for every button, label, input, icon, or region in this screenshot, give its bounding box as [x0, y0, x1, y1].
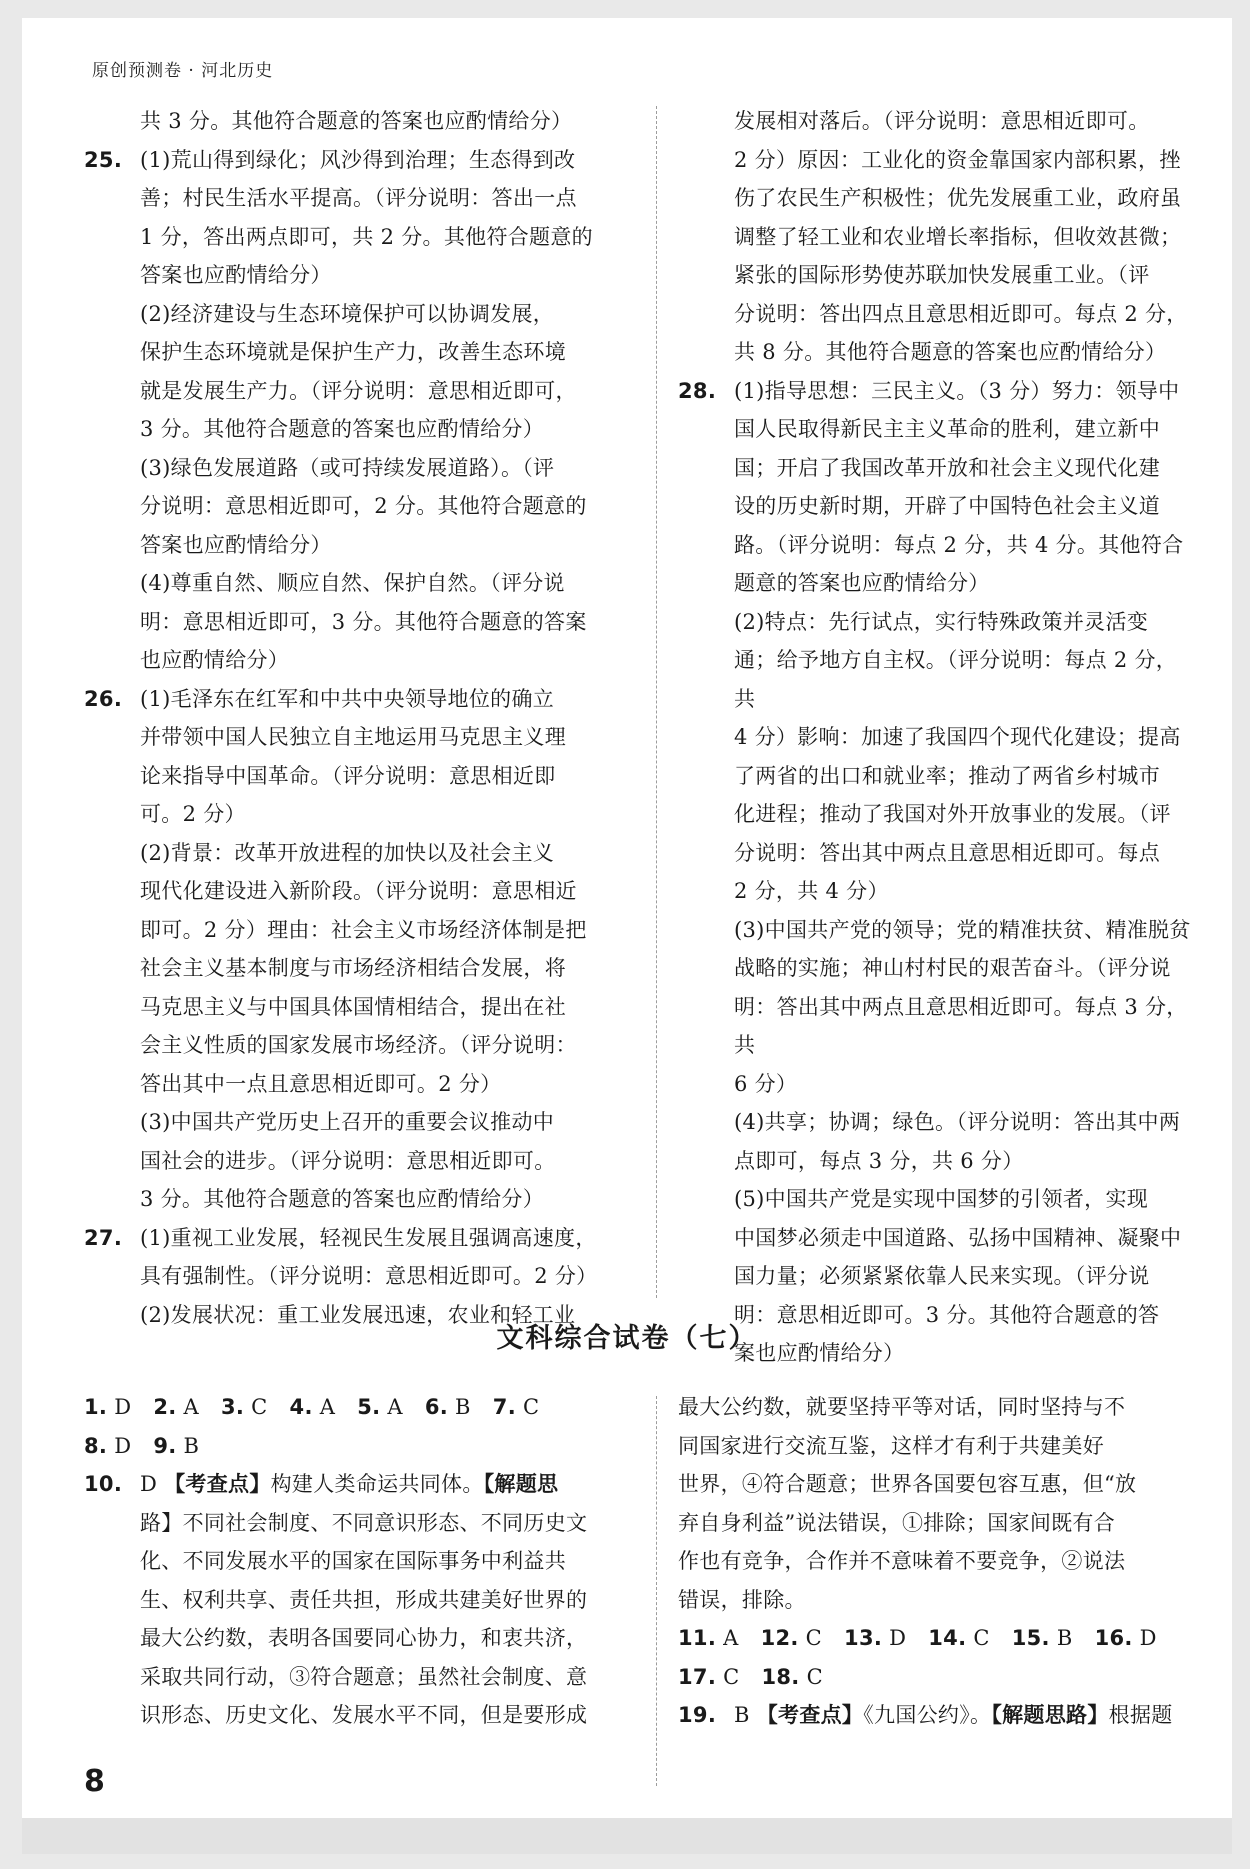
column-divider-top: [656, 106, 657, 1298]
tag-content: 根据题: [1108, 1703, 1173, 1727]
choice-number: 9.: [153, 1433, 177, 1458]
text-line: 会主义性质的国家发展市场经济。（评分说明：: [140, 1033, 577, 1057]
choice-number: 18.: [761, 1664, 800, 1689]
choice-answer: B: [183, 1433, 200, 1458]
text-line: 国人民取得新民主主义革命的胜利，建立新中: [734, 417, 1160, 441]
text-line: 答案也应酌情给分）: [140, 263, 332, 287]
text-line: 化进程；推动了我国对外开放事业的发展。（评: [734, 802, 1171, 826]
text-line: 通；给予地方自主权。（评分说明：每点 2 分，共: [734, 648, 1178, 711]
choice-number: 1.: [84, 1395, 108, 1419]
right-column-top: [678, 102, 1193, 1373]
text-line: (3)绿色发展道路（或可持续发展道路）。（评: [140, 455, 555, 480]
text-line: 2 分，共 4 分）: [734, 879, 889, 903]
choice-answer: D: [1139, 1626, 1157, 1650]
text-line: 6 分）: [734, 1071, 798, 1096]
answer-text: [84, 1504, 639, 1735]
answer-first-line: [84, 1465, 639, 1504]
text-line: 分说明：意思相近即可，2 分。其他符合题意的: [140, 494, 587, 518]
choice-number: 2.: [153, 1395, 177, 1419]
answer-item-19: [678, 1696, 1193, 1735]
text-line: 也应酌情给分）: [140, 648, 290, 672]
choice-answer: C: [251, 1395, 268, 1419]
choice-number: 16.: [1094, 1626, 1133, 1650]
answer-letter: D: [140, 1472, 158, 1496]
choice-answers-row: [84, 1427, 639, 1466]
text-line: 弃自身利益”说法错误，①排除；国家间既有合: [678, 1510, 1116, 1535]
text-line: 伤了农民生产积极性；优先发展重工业，政府虽: [734, 186, 1182, 210]
choice-number: 6.: [424, 1395, 449, 1419]
choice-answer: C: [806, 1664, 823, 1689]
section-title: 文科综合试卷（七）: [496, 1323, 758, 1354]
choice-answer: C: [805, 1626, 823, 1650]
tag-content: 构建人类命运共同体。: [270, 1472, 484, 1496]
text-line: 3 分。其他符合题意的答案也应酌情给分）: [140, 417, 545, 441]
choice-answer: A: [183, 1395, 199, 1419]
page-number: 8: [84, 1764, 105, 1799]
bottom-strip: [22, 1818, 1232, 1854]
text-line: 发展相对落后。（评分说明：意思相近即可。: [734, 109, 1150, 133]
question-number: 19.: [678, 1703, 717, 1727]
text-line: (2)背景：改革开放进程的加快以及社会主义: [140, 840, 555, 865]
text-line: 分说明：答出四点且意思相近即可。每点 2 分，: [734, 301, 1188, 326]
tag-label: 【解题思路】: [991, 1703, 1109, 1727]
answer-item-26: [84, 680, 639, 1219]
question-number: 28.: [678, 378, 717, 403]
text-line: 调整了轻工业和农业增长率指标，但收效甚微；: [734, 224, 1182, 249]
text-line: 分说明：答出其中两点且意思相近即可。每点: [734, 840, 1160, 865]
text-line: 战略的实施；神山村村民的艰苦奋斗。（评分说: [734, 956, 1171, 980]
choice-number: 11.: [678, 1626, 717, 1650]
text-line: 紧张的国际形势使苏联加快发展重工业。（评: [734, 263, 1150, 287]
answer-item-25: [84, 141, 639, 680]
text-line: (1)荒山得到绿化；风沙得到治理；生态得到改: [140, 147, 576, 172]
text-line: 论来指导中国革命。（评分说明：意思相近即: [140, 763, 556, 788]
text-line: 设的历史新时期，开辟了中国特色社会主义道: [734, 494, 1160, 518]
text-line: 即可。2 分）理由：社会主义市场经济体制是把: [140, 917, 587, 942]
answer-text: [84, 680, 639, 1219]
text-line: 马克思主义与中国具体国情相结合，提出在社: [140, 994, 566, 1019]
text-line: 具有强制性。（评分说明：意思相近即可。2 分）: [140, 1264, 598, 1288]
text-line: 社会主义基本制度与市场经济相结合发展，将: [140, 956, 566, 980]
text-line: 点即可，每点 3 分，共 6 分）: [734, 1148, 1024, 1173]
text-line: 识形态、历史文化、发展水平不同，但是要形成: [140, 1703, 588, 1727]
question-number: 25.: [84, 147, 123, 172]
tag-label: 【解题思: [483, 1472, 559, 1496]
text-line: (3)中国共产党历史上召开的重要会议推动中: [140, 1110, 555, 1134]
left-column-bottom: [84, 1388, 639, 1735]
text-line: 3 分。其他符合题意的答案也应酌情给分）: [140, 1187, 545, 1211]
text-line: 路。（评分说明：每点 2 分，共 4 分。其他符合: [734, 532, 1184, 557]
continued-answer-text: [678, 1388, 1193, 1619]
column-divider-bottom: [656, 1396, 657, 1786]
text-line: 共 8 分。其他符合题意的答案也应酌情给分）: [734, 340, 1167, 364]
answer-text: [84, 141, 639, 680]
text-line: 最大公约数，就要坚持平等对话，同时坚持与不: [678, 1395, 1126, 1419]
text-line: 并带领中国人民独立自主地运用马克思主义理: [140, 725, 566, 749]
choice-answer: C: [723, 1664, 740, 1689]
text-line: 题意的答案也应酌情给分）: [734, 571, 990, 595]
tag-content: 《九国公约》。: [863, 1703, 992, 1727]
choice-answer: D: [114, 1433, 132, 1458]
question-number: 27.: [84, 1225, 123, 1250]
text-line: 2 分）原因：工业化的资金靠国家内部积累，挫: [734, 147, 1181, 172]
choice-answers-row: [678, 1619, 1193, 1658]
choice-answers-row: [84, 1388, 639, 1427]
text-line: (2)发展状况：重工业发展迅速，农业和轻工业: [140, 1302, 576, 1327]
text-line: (1)重视工业发展，轻视民生发展且强调高速度，: [140, 1225, 597, 1250]
answer-page: [22, 18, 1232, 1854]
text-line: 4 分）影响：加速了我国四个现代化建设；提高: [734, 725, 1181, 749]
text-line: 生、权利共享、责任共担，形成共建美好世界的: [140, 1587, 588, 1612]
text-line: 化、不同发展水平的国家在国际事务中利益共: [140, 1549, 566, 1573]
choice-answer: B: [1056, 1626, 1073, 1650]
text-line: 作也有竞争，合作并不意味着不要竞争，②说法: [678, 1549, 1126, 1573]
choice-number: 7.: [492, 1395, 516, 1419]
choice-answer: C: [522, 1395, 540, 1419]
choice-number: 4.: [289, 1395, 313, 1419]
text-line: 明：意思相近即可。3 分。其他符合题意的答: [734, 1302, 1160, 1327]
answer-letter: B: [734, 1703, 750, 1727]
answer-item-28: [678, 372, 1193, 1373]
text-line: 采取共同行动，③符合题意；虽然社会制度、意: [140, 1664, 588, 1689]
question-number: 26.: [84, 686, 123, 711]
text-line: 中国梦必须走中国道路、弘扬中国精神、凝聚中: [734, 1225, 1182, 1250]
text-line: 明：答出其中两点且意思相近即可。每点 3 分，共: [734, 994, 1188, 1057]
text-line: 现代化建设进入新阶段。（评分说明：意思相近: [140, 879, 577, 903]
answer-item-10: [84, 1465, 639, 1735]
text-line: 同国家进行交流互鉴，这样才有利于共建美好: [678, 1433, 1104, 1458]
choice-answer: D: [889, 1626, 907, 1650]
text-line: 保护生态环境就是保护生产力，改善生态环境: [140, 340, 566, 364]
choice-number: 15.: [1011, 1626, 1050, 1650]
question-number: 10.: [84, 1472, 123, 1496]
choice-number: 14.: [928, 1626, 967, 1650]
answer-text: [678, 372, 1193, 1373]
text-line: (2)经济建设与生态环境保护可以协调发展，: [140, 301, 555, 326]
text-line: 1 分，答出两点即可，共 2 分。其他符合题意的: [140, 224, 593, 249]
tag-label: 【考查点】: [756, 1703, 864, 1727]
text-line: (4)共享；协调；绿色。（评分说明：答出其中两: [734, 1110, 1181, 1134]
text-line: (4)尊重自然、顺应自然、保护自然。（评分说: [140, 571, 565, 595]
right-column-bottom: [678, 1388, 1193, 1735]
choice-number: 3.: [220, 1395, 245, 1419]
text-line: 错误，排除。: [678, 1587, 806, 1612]
text-line: 答出其中一点且意思相近即可。2 分）: [140, 1071, 502, 1096]
choice-answer: A: [723, 1626, 739, 1650]
text-line: (1)指导思想：三民主义。（3 分）努力：领导中: [734, 378, 1180, 403]
text-line: 最大公约数，表明各国要同心协力，和衷共济，: [140, 1626, 588, 1650]
text-line: 答案也应酌情给分）: [140, 532, 332, 557]
choice-answer: C: [973, 1626, 990, 1650]
text-line: (3)中国共产党的领导；党的精准扶贫、精准脱贫: [734, 917, 1191, 942]
text-line: (5)中国共产党是实现中国梦的引领者，实现: [734, 1187, 1149, 1211]
page-header: 原创预测卷 · 河北历史: [92, 61, 274, 81]
text-line: 国社会的进步。（评分说明：意思相近即可。: [140, 1148, 556, 1173]
text-line: 路】不同社会制度、不同意识形态、不同历史文: [140, 1510, 588, 1535]
choice-number: 8.: [84, 1433, 108, 1458]
text-line: 善；村民生活水平提高。（评分说明：答出一点: [140, 186, 577, 210]
choice-answer: B: [455, 1395, 471, 1419]
text-line: 案也应酌情给分）: [734, 1341, 905, 1365]
text-line: 明：意思相近即可，3 分。其他符合题意的答案: [140, 609, 587, 634]
choice-number: 13.: [844, 1626, 883, 1650]
choice-answer: A: [387, 1395, 403, 1419]
continued-answer-text: [678, 102, 1193, 372]
text-line: 了两省的出口和就业率；推动了两省乡村城市: [734, 763, 1160, 788]
text-line: 国力量；必须紧紧依靠人民来实现。（评分说: [734, 1264, 1150, 1288]
choice-answer: A: [319, 1395, 336, 1419]
choice-number: 12.: [760, 1626, 799, 1650]
text-line: 就是发展生产力。（评分说明：意思相近即可，: [140, 378, 577, 403]
choice-answers-row: [678, 1658, 1193, 1697]
text-line: 国；开启了我国改革开放和社会主义现代化建: [734, 455, 1160, 480]
text-line: 世界，④符合题意；世界各国要包容互惠，但“放: [678, 1472, 1137, 1496]
continued-line: 共 3 分。其他符合题意的答案也应酌情给分）: [140, 109, 573, 133]
text-line: 可。2 分）: [140, 802, 246, 826]
text-line: (1)毛泽东在红军和中共中央领导地位的确立: [140, 686, 555, 711]
text-line: (2)特点：先行试点，实行特殊政策并灵活变: [734, 609, 1149, 634]
choice-answer: D: [114, 1395, 132, 1419]
choice-number: 5.: [357, 1395, 381, 1419]
tag-label: 【考查点】: [164, 1472, 271, 1496]
choice-number: 17.: [678, 1664, 717, 1689]
left-column-top: [84, 102, 639, 1334]
